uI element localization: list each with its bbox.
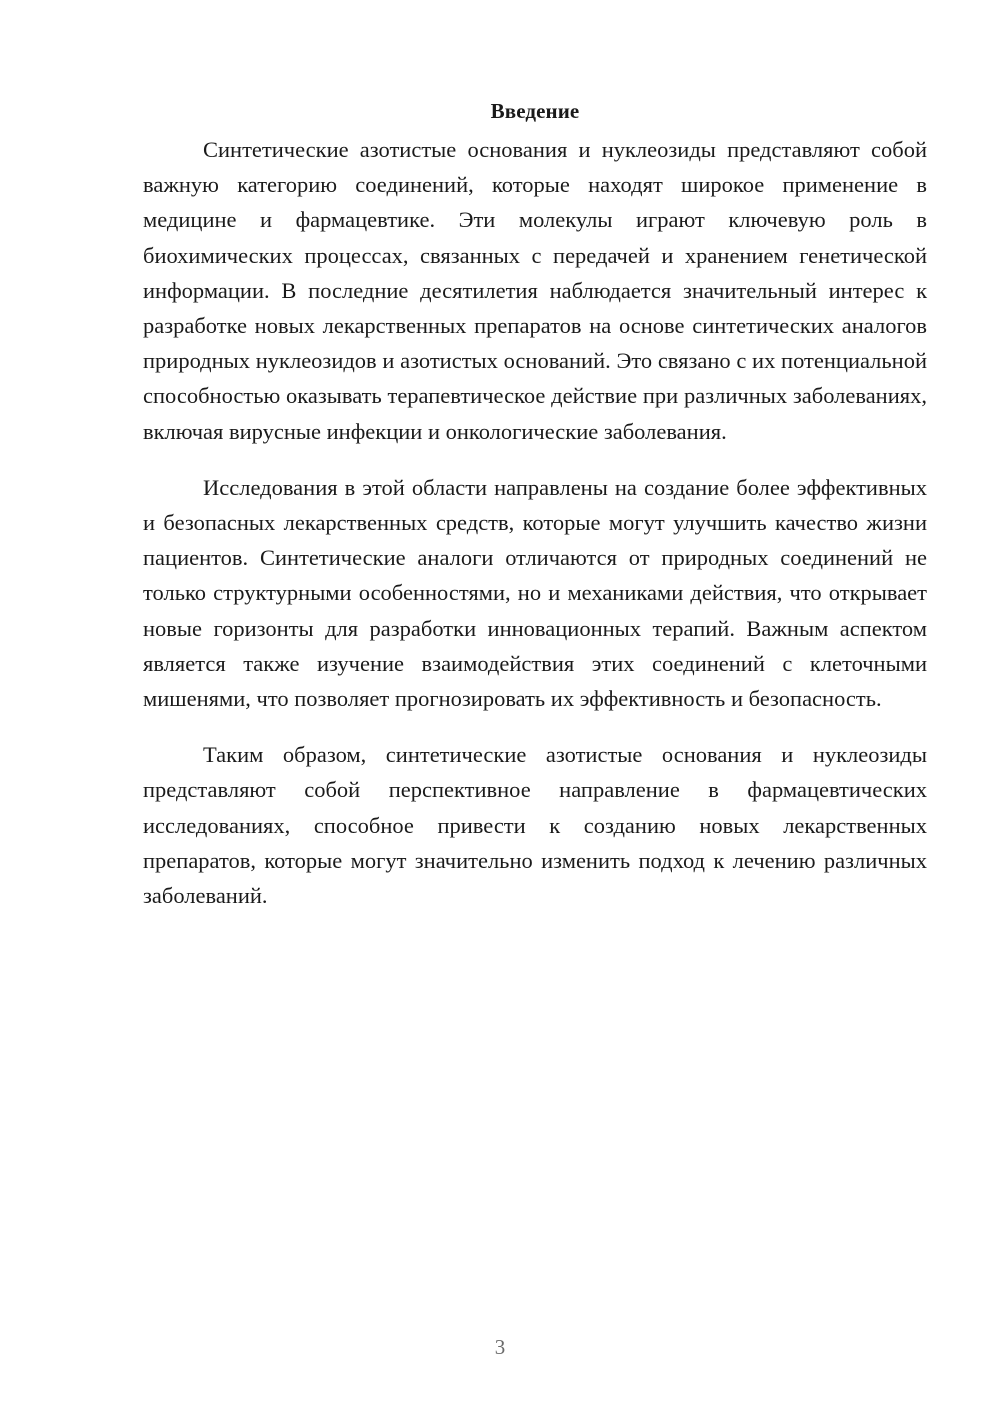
page-content bbox=[143, 96, 927, 913]
page-number: 3 bbox=[494, 1335, 506, 1359]
paragraph-2: Исследования в этой области направлены на создание более эффективных и безопасных лекарственных средств, которые могут улучшить качество жизни пациентов. Синтетические аналоги отличаются от природных соединений не только структурными особенностями, но и механиками действия, что открывает новые горизонты для разработки инновационных терапий. Важным аспектом является также изучение взаимодействия этих соединений с клеточными мишенями, что позволяет прогнозировать их эффективность и безопасность. bbox=[143, 474, 927, 712]
paragraph-1: Синтетические азотистые основания и нуклеозиды представляют собой важную категорию соединений, которые находят широкое применение в медицине и фармацевтике. Эти молекулы играют ключевую роль в биохимических процессах, связанных с передачей и хранением генетической информации. В последние десятилетия наблюдается значительный интерес к разработке новых лекарственных препаратов на основе синтетических аналогов природных нуклеозидов и азотистых оснований. Это связано с их потенциальной способностью оказывать терапевтическое действие при различных заболеваниях, включая вирусные инфекции и онкологические заболевания. bbox=[143, 137, 927, 444]
paragraph-3: Таким образом, синтетические азотистые основания и нуклеозиды представляют собой перспективное направление в фармацевтических исследованиях, способное привести к созданию новых лекарственных препаратов, которые могут значительно изменить подход к лечению различных заболеваний. bbox=[143, 742, 927, 909]
section-heading: Введение bbox=[490, 99, 580, 123]
